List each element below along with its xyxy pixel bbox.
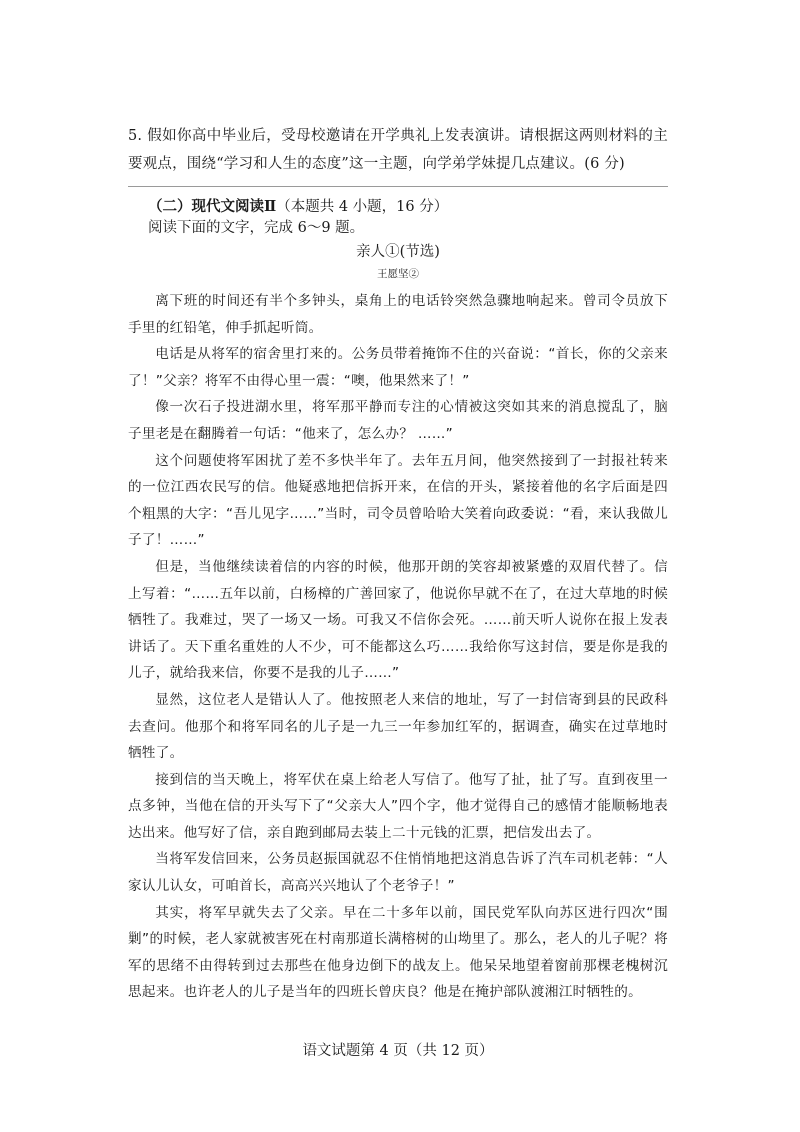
page-footer: 语文试题第 4 页（共 12 页） (302, 1043, 494, 1059)
section-heading-title: （二）现代文阅读Ⅱ (148, 198, 277, 215)
passage-paragraph: 但是，当他继续读着信的内容的时候，他那开朗的笑容却被紧蹙的双眉代替了。信上写着：“……五年以前，白杨樟的广善回家了，他说你早就不在了，在过大草地的时候牺牲了。我难过，哭了一场又一场。可我又不信你会死。……前天听人说你在报上发表讲话了。天下重名重姓的人不少，可不能都这么巧……我给你写这封信，要是你是我的儿子，就给我来信，你要不是我的儿子……” (128, 558, 668, 682)
question-5-text: 5. 假如你高中毕业后，受母校邀请在开学典礼上发表演讲。请根据这两则材料的主要观点，围绕“学习和人生的态度”这一主题，向学弟学妹提几点建议。(6 分) (128, 128, 668, 172)
passage-paragraph: 电话是从将军的宿舍里打来的。公务员带着掩饰不住的兴奋说：“首长，你的父亲来了！”父亲？将军不由得心里一震：“噢，他果然来了！” (128, 346, 668, 389)
passage-paragraph: 其实，将军早就失去了父亲。早在二十多年以前，国民党军队向苏区进行四次“围剿”的时候，老人家就被害死在村南那道长满榕树的山坳里了。那么，老人的儿子呢？将军的思绪不由得转到过去那些在他身边倒下的战友上。他呆呆地望着窗前那棵老槐树沉思起来。也许老人的儿子是当年的四班长曾庆良？他是在掩护部队渡湘江时牺牲的。 (128, 904, 668, 1001)
passage-paragraph: 这个问题使将军困扰了差不多快半年了。去年五月间，他突然接到了一封报社转来的一位江西农民写的信。他疑惑地把信拆开来，在信的开头，紧接着他的名字后面是四个粗黑的大字：“吾儿见字……”当时，司令员曾哈哈大笑着向政委说：“看，来认我做儿子了！……” (128, 452, 668, 549)
section-heading (148, 196, 448, 218)
passage-body (128, 288, 668, 1006)
reading-instruction: 阅读下面的文字，完成 6～9 题。 (148, 220, 365, 236)
passage-paragraph: 接到信的当天晚上，将军伏在桌上给老人写信了。他写了扯，扯了写。直到夜里一点多钟，当他在信的开头写下了“父亲大人”四个字，他才觉得自己的感情才能顺畅地表达出来。他写好了信，亲自跑到邮局去装上二十元钱的汇票，把信发出去了。 (128, 771, 668, 841)
section-divider (128, 186, 668, 187)
section-heading-note: （本题共 4 小题，16 分） (276, 199, 449, 215)
passage-paragraph: 离下班的时间还有半个多钟头，桌角上的电话铃突然急骤地响起来。曾司令员放下手里的红铅笔，伸手抓起听筒。 (128, 293, 668, 336)
passage-author: 王愿坚② (377, 268, 419, 280)
passage-paragraph: 显然，这位老人是错认人了。他按照老人来信的地址，写了一封信寄到县的民政科去查问。他那个和将军同名的儿子是一九三一年参加红军的，据调查，确实在过草地时牺牲了。 (128, 691, 668, 762)
passage-paragraph: 当将军发信回来，公务员赵振国就忍不住悄悄地把这消息告诉了汽车司机老韩：“人家认儿认女，可咱首长，高高兴兴地认了个老爷子！” (128, 851, 668, 895)
passage-paragraph: 像一次石子投进湖水里，将军那平静而专注的心情被这突如其来的消息搅乱了，脑子里老是在翻腾着一句话：“他来了，怎么办？ ……” (128, 399, 668, 442)
passage-title: 亲人①(节选) (356, 244, 440, 260)
